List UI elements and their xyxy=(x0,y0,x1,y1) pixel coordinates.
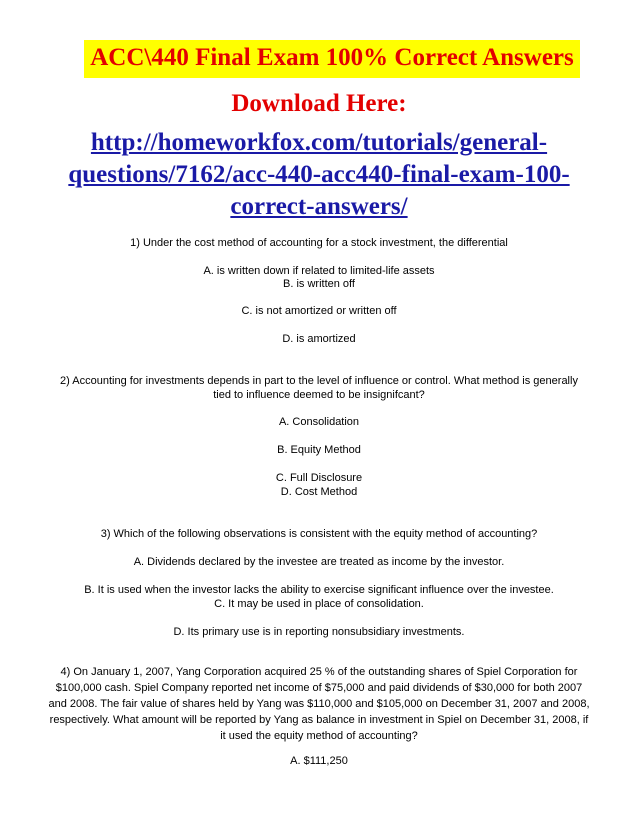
document-title: ACC\440 Final Exam 100% Correct Answers xyxy=(90,44,574,71)
download-link[interactable]: http://homeworkfox.com/tutorials/general-questions/7162/acc-440-acc440-final-exam-100-correct-answers/ xyxy=(68,129,570,220)
question-4-line4: respectively. What amount will be reported by Yang as balance in investment in Spiel on December 31, 2008, if xyxy=(49,714,589,726)
question-3-option-a: A. Dividends declared by the investee are treated as income by the investor. xyxy=(133,556,505,568)
question-3-option-d: D. Its primary use is in reporting nonsubsidiary investments. xyxy=(173,626,465,638)
question-2-option-a: A. Consolidation xyxy=(278,416,360,428)
question-3-text: 3) Which of the following observations is consistent with the equity method of accounting? xyxy=(100,528,538,540)
question-2-option-c: C. Full Disclosure xyxy=(275,472,363,484)
download-label: Download Here: xyxy=(231,90,407,117)
question-2-option-b: B. Equity Method xyxy=(277,444,361,456)
question-4-option-a: A. $111,250 xyxy=(290,755,348,767)
question-2-text-line2: tied to influence deemed to be insignifcant? xyxy=(213,389,425,401)
question-4-line2: $100,000 cash. Spiel Company reported net income of $75,000 and paid dividends of $30,000 for both 2007 xyxy=(55,682,583,694)
question-4-line5: it used the equity method of accounting? xyxy=(220,730,418,742)
question-4-line3: and 2008. The fair value of shares held by Yang was $110,000 and $105,000 on December 31, 2007 and 2008, xyxy=(48,698,590,710)
question-2-text-line1: 2) Accounting for investments depends in part to the level of influence or control. What method is generally xyxy=(60,375,578,387)
question-1-option-c: C. is not amortized or written off xyxy=(241,305,397,317)
question-3-option-c: C. It may be used in place of consolidation. xyxy=(214,598,424,610)
question-1-option-b: B. is written off xyxy=(283,278,355,290)
question-1-option-d: D. is amortized xyxy=(282,333,356,345)
question-2-option-d: D. Cost Method xyxy=(280,486,358,498)
question-4-line1: 4) On January 1, 2007, Yang Corporation acquired 25 % of the outstanding shares of Spiel Corporation for xyxy=(60,666,578,678)
question-3-option-b: B. It is used when the investor lacks the ability to exercise significant influence over the investee. xyxy=(84,584,554,596)
question-1-option-a: A. is written down if related to limited-life assets xyxy=(203,265,435,277)
question-1-text: 1) Under the cost method of accounting for a stock investment, the differential xyxy=(130,237,508,249)
